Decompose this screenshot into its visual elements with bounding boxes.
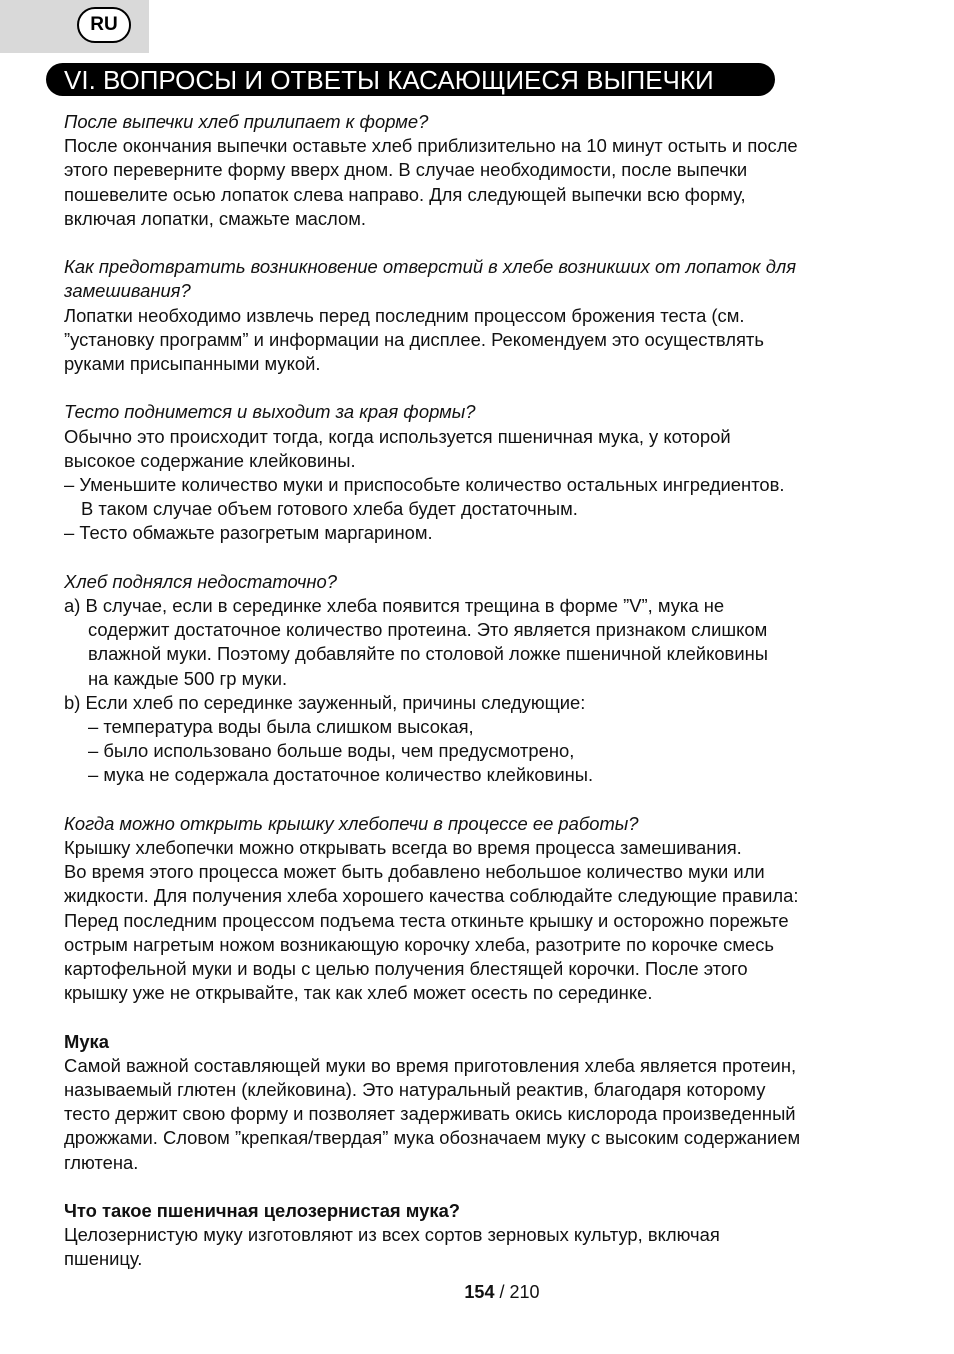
answer-line: Перед последним процессом подъема теста откиньте крышку и осторожно порежьте: [64, 909, 789, 931]
section-title: VI. ВОПРОСЫ И ОТВЕТЫ КАСАЮЩИЕСЯ ВЫПЕЧКИ: [46, 63, 775, 96]
answer-line: Обычно это происходит тогда, когда используется пшеничная мука, у которой: [64, 425, 731, 447]
answer-list-item: b) Если хлеб по серединке зауженный, причины следующие:: [64, 691, 586, 713]
question-heading: После выпечки хлеб прилипает к форме?: [64, 111, 429, 132]
question-heading: Когда можно открыть крышку хлебопечи в процессе ее работы?: [64, 812, 639, 834]
answer-line: Во время этого процесса может быть добавлено небольшое количество муки или: [64, 861, 765, 883]
answer-list-item: – Тесто обмажьте разогретым маргарином.: [64, 522, 433, 544]
topic-heading: Мука: [64, 1030, 109, 1052]
total-pages: 210: [509, 1282, 540, 1302]
question-heading: Как предотвратить возникновение отверстий в хлебе возникших от лопаток для: [64, 256, 797, 278]
answer-line: включая лопатки, смажьте маслом.: [64, 207, 366, 229]
answer-line: высокое содержание клейковины.: [64, 449, 356, 471]
answer-list-item-continued: содержит достаточное количество протеина. Это является признаком слишком: [88, 619, 768, 641]
answer-list-item-continued: на каждые 500 гр муки.: [88, 667, 288, 689]
topic-line: Самой важной составляющей муки во время приготовления хлеба является протеин,: [64, 1054, 797, 1076]
topic-line: тесто держит свою форму и позволяет задерживать окись кислорода произведенный: [64, 1103, 796, 1125]
faq-dough-overflow: [64, 400, 894, 545]
topic-line: глютена.: [64, 1151, 139, 1173]
answer-line: пошевелите осью лопаток слева направо. Для следующей выпечки всю форму,: [64, 183, 746, 205]
answer-list-item: – Уменьшите количество муки и приспособьте количество остальных ингредиентов.: [64, 474, 785, 496]
answer-sub-item: – температура воды была слишком высокая,: [88, 716, 474, 738]
faq-paddle-holes: [64, 255, 894, 376]
page-content: [64, 110, 894, 1296]
answer-line: этого переверните форму вверх дном. В случае необходимости, после выпечки: [64, 159, 748, 181]
answer-list-item-continued: В таком случае объем готового хлеба будет достаточным.: [81, 498, 578, 520]
topic-heading: Что такое пшеничная целозернистая мука?: [64, 1200, 461, 1222]
question-heading-continued: замешивания?: [64, 280, 191, 302]
question-heading: Тесто поднимется и выходит за края формы?: [64, 401, 476, 423]
topic-line: Целозернистую муку изготовляют из всех сортов зерновых культур, включая: [64, 1224, 720, 1246]
topic-whole-wheat-flour: [64, 1199, 894, 1272]
topic-line: называемый глютен (клейковина). Это натуральный реактив, благодаря которому: [64, 1079, 766, 1101]
faq-open-lid: [64, 812, 894, 1006]
answer-line: После окончания выпечки оставьте хлеб приблизительно на 10 минут остыть и после: [64, 135, 798, 157]
faq-bread-not-risen: [64, 570, 894, 788]
answer-list-item: a) В случае, если в серединке хлеба появится трещина в форме ”V”, мука не: [64, 595, 725, 617]
answer-sub-item: – было использовано больше воды, чем предусмотрено,: [88, 740, 575, 762]
language-badge: RU: [77, 7, 131, 43]
topic-line: пшеницу.: [64, 1248, 143, 1270]
answer-list-item-continued: влажной муки. Поэтому добавляйте по столовой ложке пшеничной клейковины: [88, 643, 768, 665]
answer-line: Лопатки необходимо извлечь перед последним процессом брожения теста (см.: [64, 304, 745, 326]
answer-line: жидкости. Для получения хлеба хорошего качества соблюдайте следующие правила:: [64, 885, 799, 907]
question-heading: Хлеб поднялся недостаточно?: [64, 570, 337, 592]
answer-line: ”установку программ” и информации на дисплее. Рекомендуем это осуществлять: [64, 328, 764, 350]
answer-line: Крышку хлебопечки можно открывать всегда во время процесса замешивания.: [64, 837, 742, 859]
topic-line: дрожжами. Словом ”крепкая/твердая” мука обозначаем муку с высоким содержанием: [64, 1127, 801, 1149]
faq-bread-sticks: [64, 110, 894, 231]
answer-sub-item: – мука не содержала достаточное количество клейковины.: [88, 764, 594, 786]
answer-line: руками присыпанными мукой.: [64, 353, 321, 375]
topic-flour: [64, 1030, 894, 1175]
answer-line: крышку уже не открывайте, так как хлеб может осесть по серединке.: [64, 982, 653, 1004]
page-number: [0, 1282, 954, 1303]
current-page: 154: [464, 1282, 495, 1302]
answer-line: картофельной муки и воды с целью получения блестящей корочки. После этого: [64, 958, 748, 980]
language-tab: [0, 0, 149, 53]
answer-line: острым нагретым ножом возникающую корочку хлеба, разотрите по корочке смесь: [64, 933, 774, 955]
page-separator: /: [499, 1282, 505, 1302]
